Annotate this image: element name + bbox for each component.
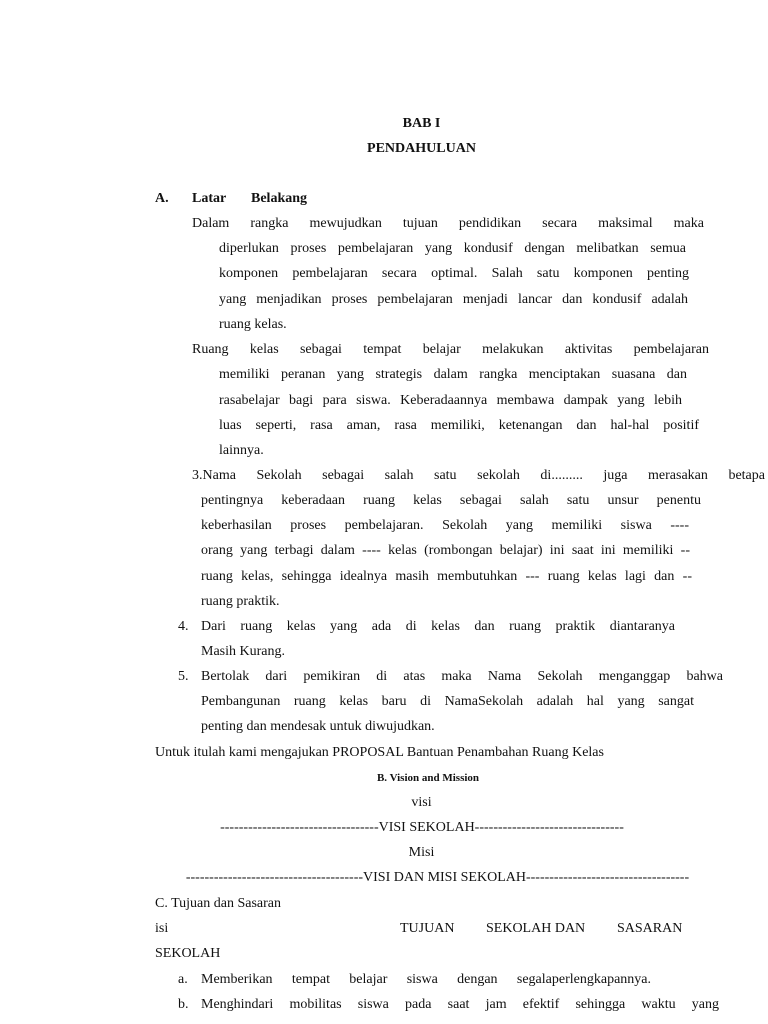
sekolah-label: SEKOLAH [155, 946, 221, 961]
paragraph-line: orang yang terbagi dalam ---- kelas (rombongan belajar) ini saat ini memiliki -- [201, 543, 690, 558]
section-a-heading-word1: Latar [192, 191, 227, 206]
paragraph-line: Pembangunan ruang kelas baru di NamaSekolah adalah hal yang sangat [201, 694, 694, 709]
paragraph-line: 3.Nama Sekolah sebagai salah satu sekolah di......... juga merasakan betapa [192, 468, 765, 483]
list-number: 5. [178, 669, 189, 684]
paragraph-line: lainnya. [219, 443, 264, 458]
paragraph-line: ruang praktik. [201, 594, 280, 609]
list-marker: b. [178, 997, 189, 1012]
paragraph-line: diperlukan proses pembelajaran yang kondusif dengan melibatkan semua [219, 241, 686, 256]
paragraph-line: rasabelajar bagi para siswa. Keberadaannya membawa dampak yang lebih [219, 393, 682, 408]
paragraph-line: penting dan mendesak untuk diwujudkan. [201, 719, 435, 734]
chapter-title: PENDAHULUAN [367, 141, 476, 156]
paragraph-line: Masih Kurang. [201, 644, 285, 659]
paragraph-line: Ruang kelas sebagai tempat belajar melakukan aktivitas pembelajaran [192, 342, 709, 357]
paragraph-line: ruang kelas. [219, 317, 287, 332]
visi-placeholder: ----------------------------------VISI SEKOLAH-------------------------------- [220, 820, 624, 835]
paragraph-line: Bertolak dari pemikiran di atas maka Nama Sekolah menganggap bahwa [201, 669, 723, 684]
paragraph-line: yang menjadikan proses pembelajaran menjadi lancar dan kondusif adalah [219, 292, 688, 307]
visi-label: visi [411, 795, 432, 810]
isi-label: isi [155, 921, 169, 936]
section-b-heading: B. Vision and Mission [376, 772, 480, 784]
tujuan-word: SEKOLAH DAN [486, 921, 586, 936]
visi-misi-placeholder: --------------------------------------VISI DAN MISI SEKOLAH----------------------------------- [185, 870, 690, 885]
paragraph-line: keberhasilan proses pembelajaran. Sekolah yang memiliki siswa ---- [201, 518, 689, 533]
paragraph-line: ruang kelas, sehingga idealnya masih membutuhkan --- ruang kelas lagi dan -- [201, 569, 692, 584]
chapter-label: BAB I [402, 116, 441, 131]
list-number: 4. [178, 619, 189, 634]
paragraph-line: Dari ruang kelas yang ada di kelas dan ruang praktik diantaranya [201, 619, 675, 634]
list-item-text: Menghindari mobilitas siswa pada saat jam efektif sehingga waktu yang [201, 997, 719, 1012]
paragraph-line: luas seperti, rasa aman, rasa memiliki, ketenangan dan hal-hal positif [219, 418, 699, 433]
list-item-text: Memberikan tempat belajar siswa dengan segalaperlengkapannya. [201, 972, 651, 987]
tujuan-word: TUJUAN [400, 921, 455, 936]
tujuan-word: SASARAN [617, 921, 683, 936]
section-c-heading: C. Tujuan dan Sasaran [155, 896, 281, 911]
list-marker: a. [178, 972, 188, 987]
paragraph-line: komponen pembelajaran secara optimal. Salah satu komponen penting [219, 266, 689, 281]
closing-statement: Untuk itulah kami mengajukan PROPOSAL Bantuan Penambahan Ruang Kelas [155, 745, 604, 760]
misi-label: Misi [408, 845, 435, 860]
paragraph-line: pentingnya keberadaan ruang kelas sebagai salah satu unsur penentu [201, 493, 701, 508]
section-a-marker: A. [155, 191, 169, 206]
paragraph-line: memiliki peranan yang strategis dalam rangka menciptakan suasana dan [219, 367, 687, 382]
paragraph-line: Dalam rangka mewujudkan tujuan pendidikan secara maksimal maka [192, 216, 704, 231]
section-a-heading-word2: Belakang [251, 191, 308, 206]
